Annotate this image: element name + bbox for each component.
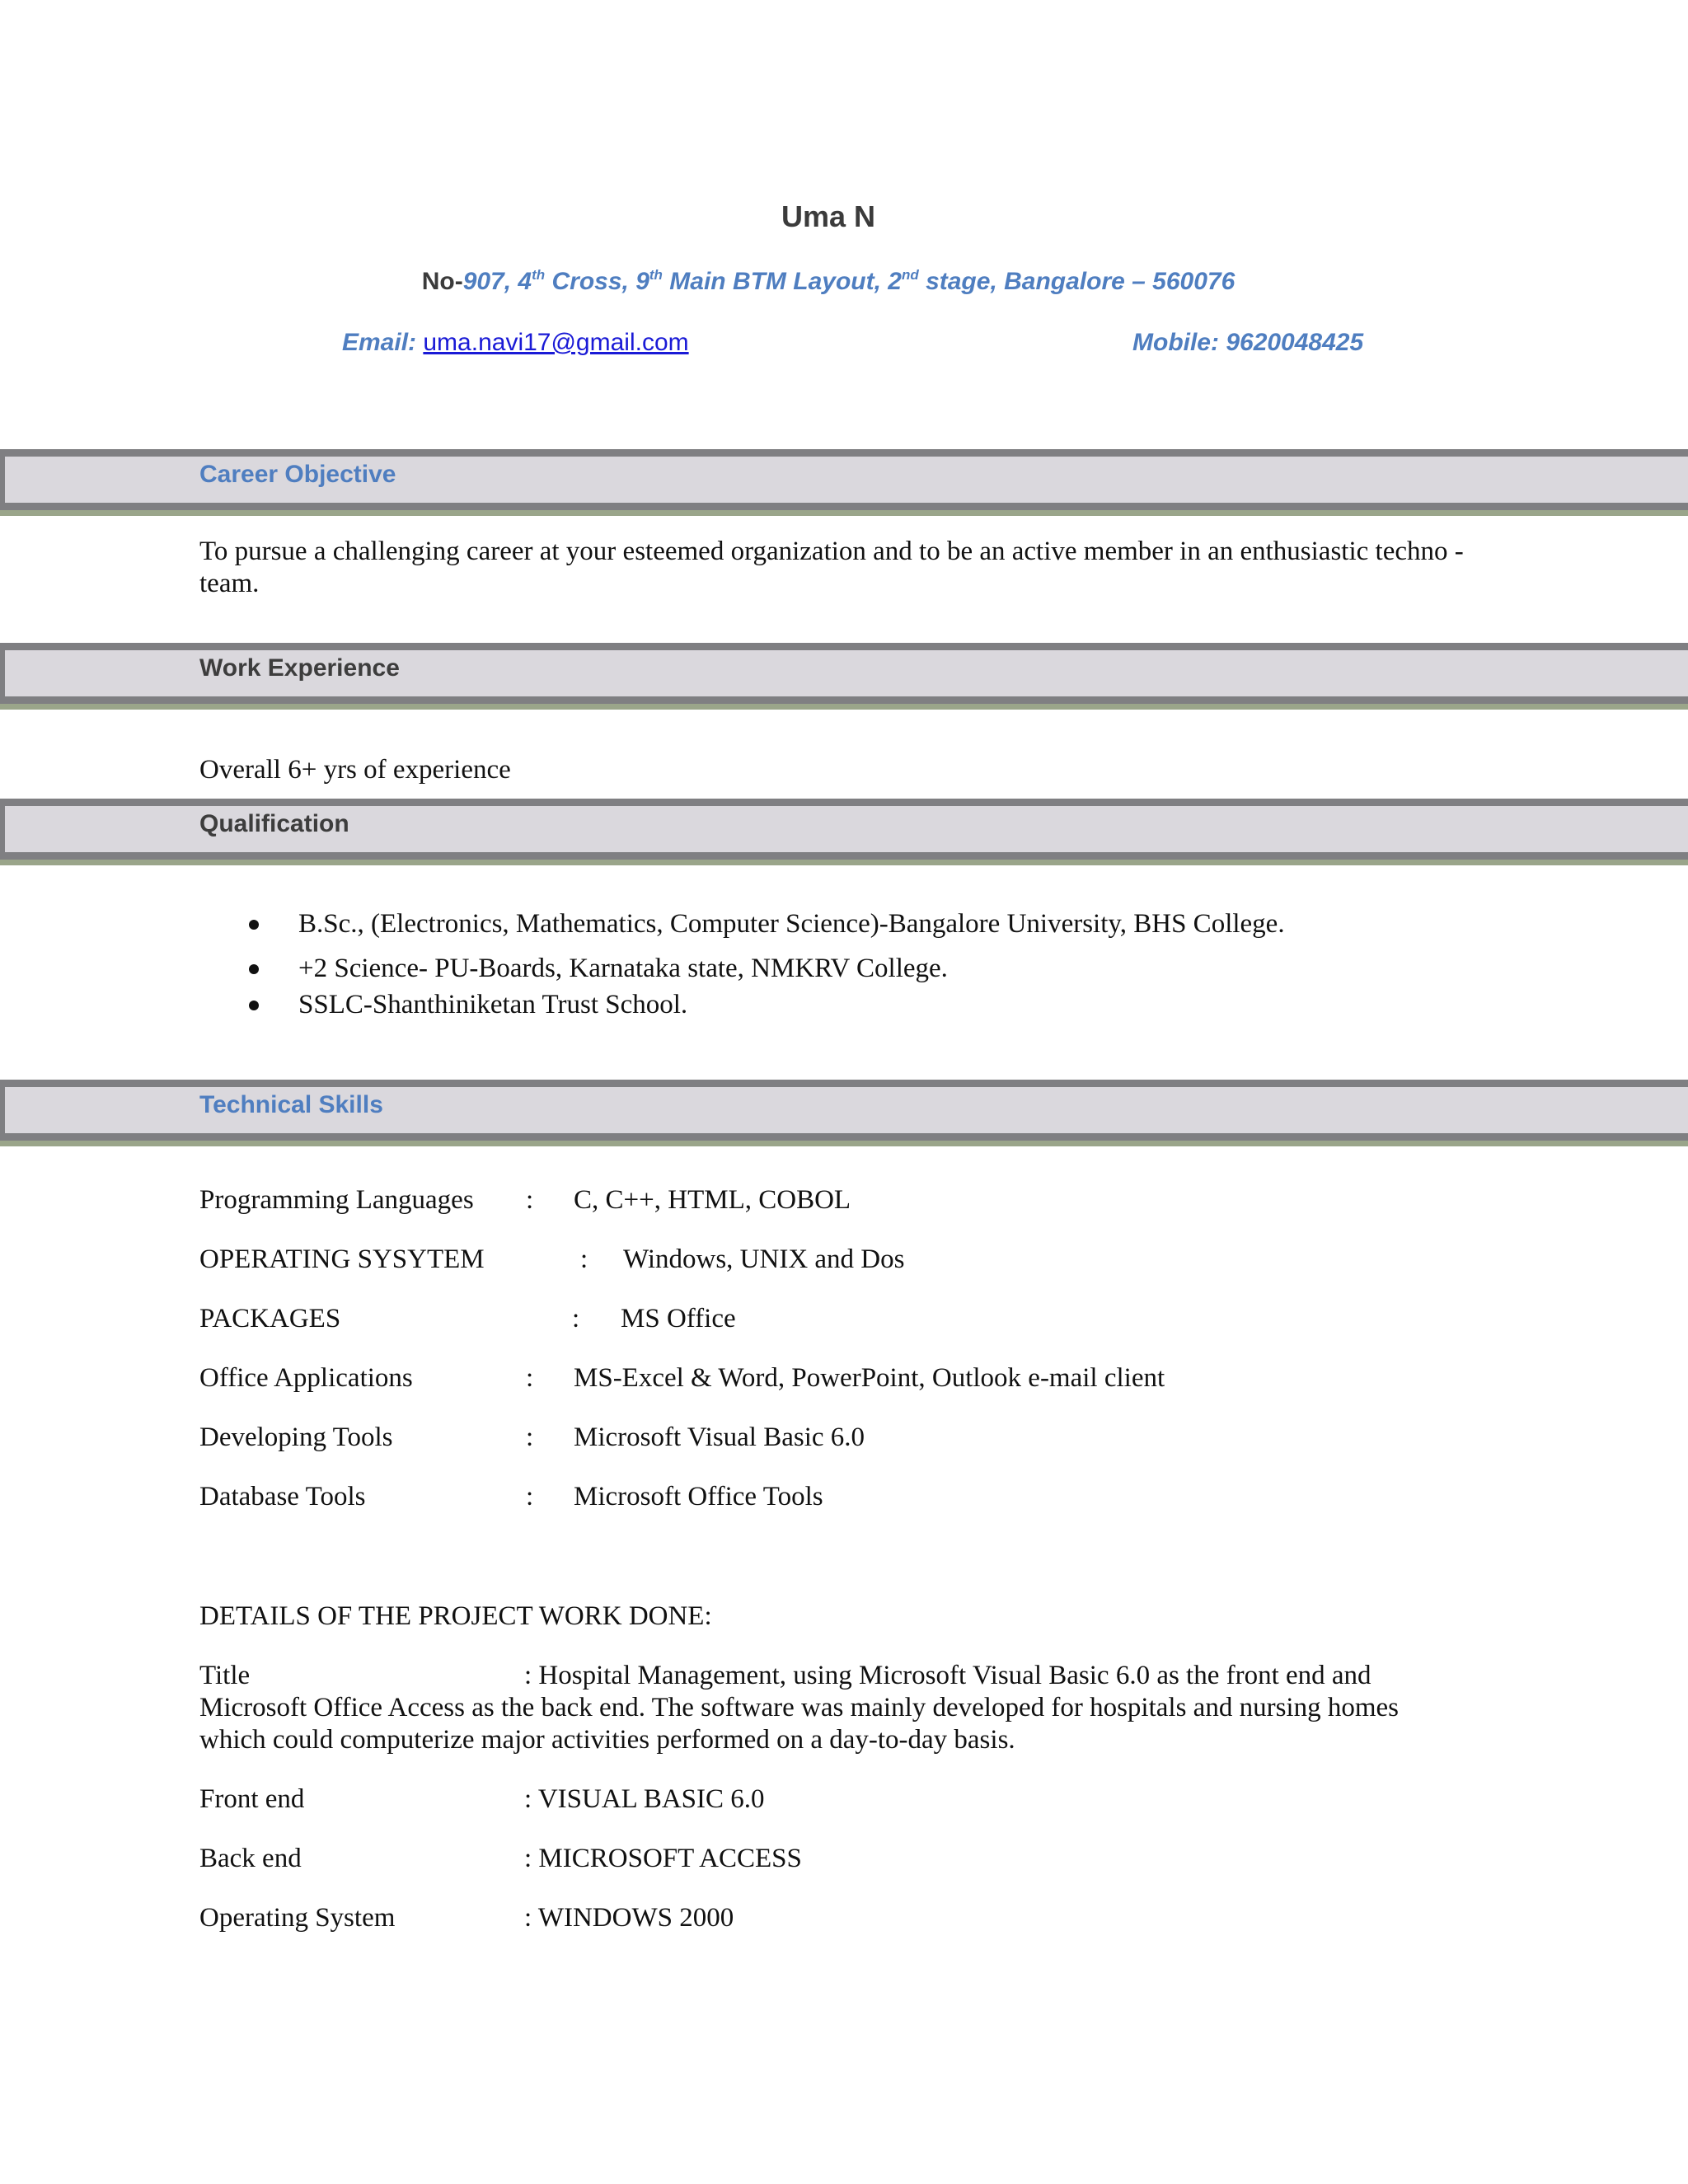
project-detail-label: Back end: [199, 1844, 302, 1873]
address-prefix: No-: [421, 268, 463, 295]
project-detail-value: : WINDOWS 2000: [524, 1903, 734, 1933]
skill-label: PACKAGES: [199, 1304, 341, 1333]
address-sup: nd: [901, 267, 919, 283]
qualification-list: [199, 908, 1285, 1021]
project-title-value: : Hospital Management, using Microsoft Visual Basic 6.0 as the front end and: [524, 1661, 1372, 1690]
skill-value: Windows, UNIX and Dos: [623, 1244, 905, 1274]
section-underline: [0, 1141, 1688, 1146]
project-detail-value: : VISUAL BASIC 6.0: [524, 1784, 765, 1814]
section-underline: [0, 704, 1688, 710]
section-underline: [0, 510, 1688, 516]
list-item: [199, 989, 1285, 1021]
section-title-work-experience: Work Experience: [199, 654, 400, 682]
bullet-icon: [249, 920, 259, 930]
qualification-text: +2 Science- PU-Boards, Karnataka state, NMKRV College.: [298, 954, 948, 983]
email-link[interactable]: uma.navi17@gmail.com: [423, 329, 689, 356]
qualification-text: SSLC-Shanthiniketan Trust School.: [298, 990, 688, 1019]
skill-value: MS Office: [621, 1304, 736, 1333]
project-detail-label: Operating System: [199, 1903, 396, 1933]
skill-separator: :: [526, 1482, 534, 1511]
project-title-label: Title: [199, 1661, 251, 1690]
qualification-text: B.Sc., (Electronics, Mathematics, Computer Science)-Bangalore University, BHS College.: [298, 909, 1285, 939]
candidate-name: Uma N: [781, 199, 876, 233]
skill-separator: :: [580, 1244, 588, 1274]
skill-label: Programming Languages: [199, 1185, 474, 1215]
skill-value: Microsoft Office Tools: [574, 1482, 823, 1511]
address-part: Cross, 9: [545, 268, 649, 295]
section-title-career-objective: Career Objective: [199, 461, 396, 488]
skill-label: OPERATING SYSYTEM: [199, 1244, 485, 1274]
section-bar-work-experience: [0, 643, 1688, 704]
skill-label: Database Tools: [199, 1482, 366, 1511]
address-part: 907, 4: [462, 268, 532, 295]
address-sup: th: [532, 267, 546, 283]
skill-value: Microsoft Visual Basic 6.0: [574, 1422, 865, 1452]
work-experience-text: Overall 6+ yrs of experience: [199, 755, 511, 785]
career-objective-text: [199, 536, 1518, 600]
career-objective-line: team.: [199, 569, 260, 598]
section-bar-technical-skills: [0, 1080, 1688, 1141]
section-bar-career-objective: [0, 449, 1688, 510]
bullet-icon: [249, 1001, 259, 1010]
project-description-line: which could computerize major activities performed on a day-to-day basis.: [199, 1725, 1015, 1755]
address: [0, 268, 1657, 296]
skill-separator: :: [526, 1422, 534, 1452]
project-description: [199, 1692, 1518, 1756]
section-underline: [0, 860, 1688, 865]
skill-value: MS-Excel & Word, PowerPoint, Outlook e-mail client: [574, 1363, 1165, 1393]
section-title-qualification: Qualification: [199, 810, 349, 837]
address-part: stage, Bangalore – 560076: [918, 268, 1236, 295]
project-detail-label: Front end: [199, 1784, 305, 1814]
list-item: [199, 953, 1285, 985]
address-sup: th: [649, 267, 663, 283]
mobile-number: Mobile: 9620048425: [1132, 329, 1364, 356]
project-description-line: Microsoft Office Access as the back end. The software was mainly developed for hospitals and nursing homes: [199, 1693, 1399, 1722]
skill-label: Developing Tools: [199, 1422, 393, 1452]
email-line: [342, 329, 689, 357]
skill-label: Office Applications: [199, 1363, 413, 1393]
address-part: Main BTM Layout, 2: [662, 268, 902, 295]
skill-separator: :: [572, 1304, 580, 1333]
skill-value: C, C++, HTML, COBOL: [574, 1185, 851, 1215]
email-label: Email:: [342, 329, 424, 356]
project-heading: DETAILS OF THE PROJECT WORK DONE:: [199, 1601, 712, 1631]
career-objective-line: To pursue a challenging career at your esteemed organization and to be an active member in an enthusiastic techno -: [199, 537, 1464, 566]
section-title-technical-skills: Technical Skills: [199, 1091, 383, 1118]
section-bar-qualification: [0, 799, 1688, 860]
bullet-icon: [249, 964, 259, 974]
skill-separator: :: [526, 1363, 534, 1393]
list-item: [199, 908, 1285, 940]
project-detail-value: : MICROSOFT ACCESS: [524, 1844, 802, 1873]
skill-separator: :: [526, 1185, 534, 1215]
